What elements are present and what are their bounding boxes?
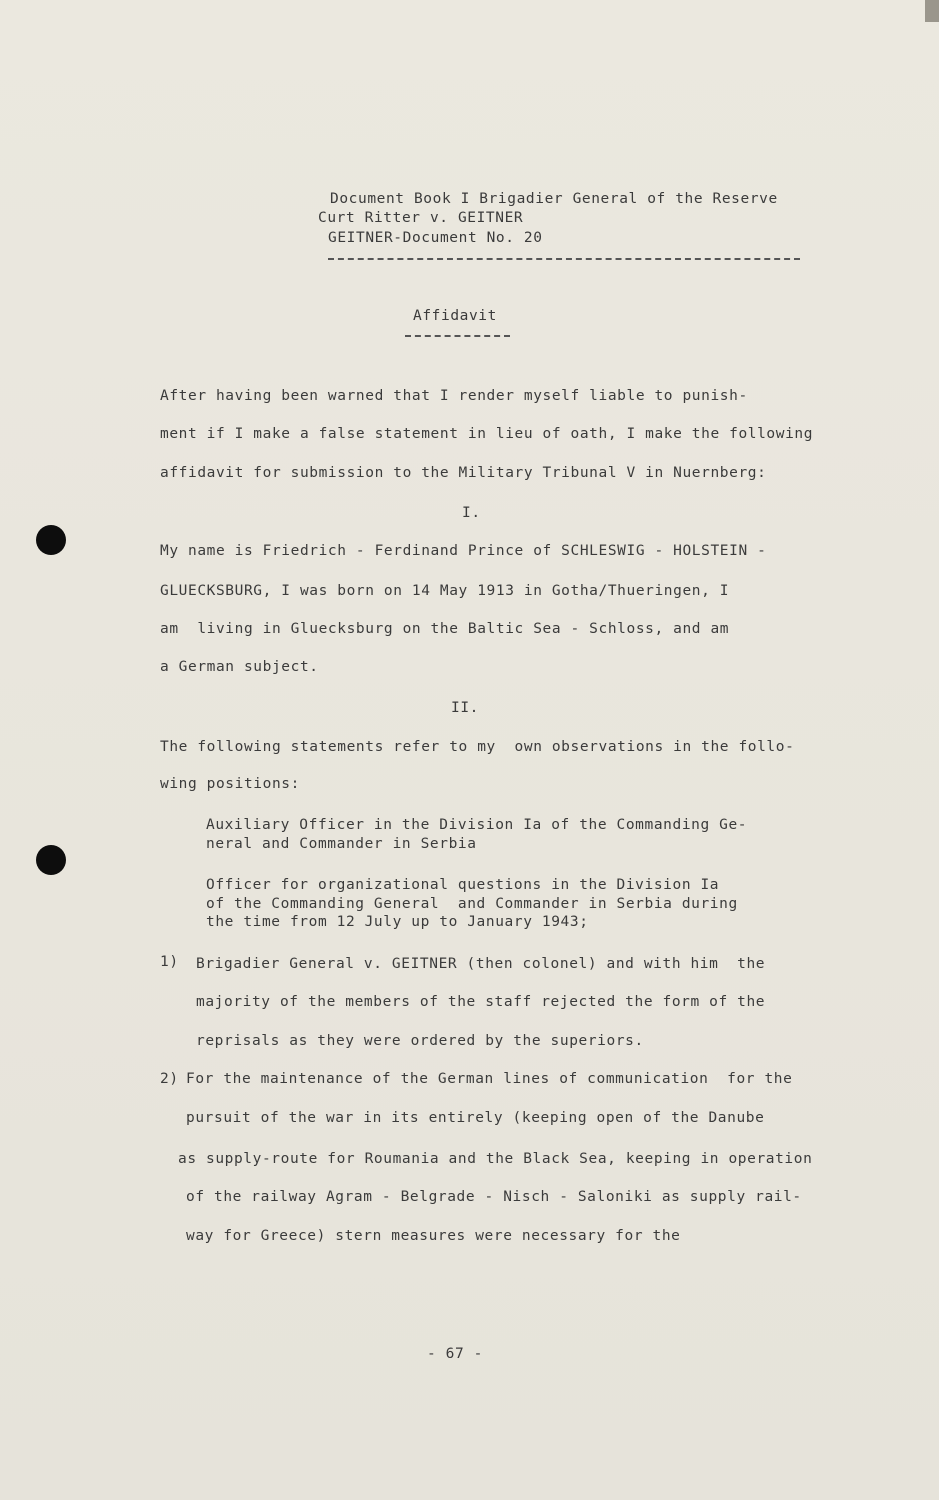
title-underline	[405, 335, 510, 337]
item-2-line-1: For the maintenance of the German lines of communication for the	[186, 1071, 793, 1087]
position-1-line-1: Auxiliary Officer in the Division Ia of the Commanding Ge-	[206, 817, 748, 833]
item-2-line-5: way for Greece) stern measures were necessary for the	[186, 1228, 681, 1244]
section-1-numeral: I.	[462, 505, 481, 521]
section-1-line-2: GLUECKSBURG, I was born on 14 May 1913 in Gotha/Thueringen, I	[160, 583, 730, 599]
position-1-line-2: neral and Commander in Serbia	[206, 836, 477, 852]
item-1-line-2: majority of the members of the staff rejected the form of the	[196, 994, 766, 1010]
page-title: Affidavit	[413, 308, 497, 324]
header-line-3: GEITNER-Document No. 20	[328, 230, 543, 246]
section-2-intro-line-2: wing positions:	[160, 776, 300, 792]
section-2-numeral: II.	[451, 700, 479, 716]
section-1-line-3: am living in Gluecksburg on the Baltic Sea - Schloss, and am	[160, 621, 730, 637]
page-number: - 67 -	[427, 1346, 483, 1362]
item-1-marker: 1)	[160, 954, 179, 970]
intro-line-3: affidavit for submission to the Military Tribunal V in Nuernberg:	[160, 465, 767, 481]
intro-line-2: ment if I make a false statement in lieu of oath, I make the following	[160, 426, 814, 442]
item-2-line-2: pursuit of the war in its entirely (keeping open of the Danube	[186, 1110, 765, 1126]
header-line-2: Curt Ritter v. GEITNER	[318, 210, 524, 226]
item-2-line-3: as supply-route for Roumania and the Black Sea, keeping in operation	[178, 1151, 813, 1167]
item-2-marker: 2)	[160, 1071, 179, 1087]
intro-line-1: After having been warned that I render myself liable to punish-	[160, 388, 748, 404]
item-1-line-3: reprisals as they were ordered by the superiors.	[196, 1033, 644, 1049]
punch-hole-bottom	[36, 845, 66, 875]
item-2-line-4: of the railway Agram - Belgrade - Nisch - Saloniki as supply rail-	[186, 1189, 802, 1205]
position-2-line-2: of the Commanding General and Commander in Serbia during	[206, 896, 738, 912]
position-2-line-1: Officer for organizational questions in the Division Ia	[206, 877, 720, 893]
header-divider	[328, 258, 800, 260]
section-1-line-4: a German subject.	[160, 659, 319, 675]
header-line-1: Document Book I Brigadier General of the Reserve	[330, 191, 778, 207]
page-corner-edge	[925, 0, 939, 22]
punch-hole-top	[36, 525, 66, 555]
section-2-intro-line-1: The following statements refer to my own observations in the follo-	[160, 739, 795, 755]
position-2-line-3: the time from 12 July up to January 1943;	[206, 914, 589, 930]
item-1-line-1: Brigadier General v. GEITNER (then colonel) and with him the	[196, 956, 766, 972]
section-1-line-1: My name is Friedrich - Ferdinand Prince of SCHLESWIG - HOLSTEIN -	[160, 543, 767, 559]
